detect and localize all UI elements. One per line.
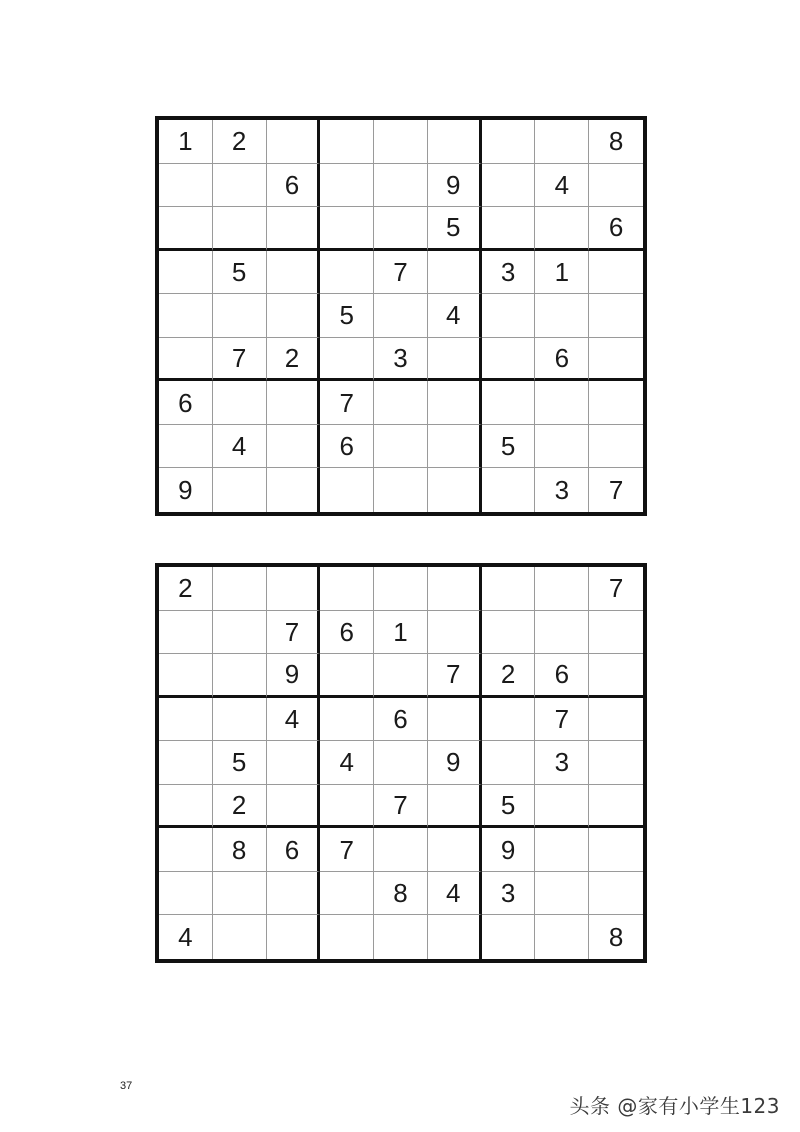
sudoku-cell[interactable]: 7	[320, 828, 374, 872]
sudoku-cell[interactable]	[589, 251, 643, 295]
sudoku-cell[interactable]	[159, 611, 213, 655]
sudoku-cell[interactable]	[589, 381, 643, 425]
sudoku-cell[interactable]	[159, 207, 213, 251]
sudoku-cell[interactable]	[589, 698, 643, 742]
sudoku-cell[interactable]	[320, 251, 374, 295]
sudoku-grid-2	[155, 563, 647, 963]
sudoku-cell[interactable]: 5	[320, 294, 374, 338]
sudoku-cell[interactable]	[213, 567, 267, 611]
sudoku-cell[interactable]	[267, 294, 321, 338]
sudoku-cell[interactable]	[428, 915, 482, 959]
sudoku-cell[interactable]	[159, 164, 213, 208]
sudoku-cell[interactable]	[482, 381, 536, 425]
sudoku-cell[interactable]: 6	[320, 425, 374, 469]
sudoku-cell[interactable]: 4	[213, 425, 267, 469]
sudoku-cell[interactable]	[159, 698, 213, 742]
sudoku-cell[interactable]: 2	[482, 654, 536, 698]
sudoku-cell[interactable]: 7	[267, 611, 321, 655]
sudoku-cell[interactable]	[213, 207, 267, 251]
sudoku-cell[interactable]: 9	[428, 741, 482, 785]
sudoku-cell[interactable]: 2	[267, 338, 321, 382]
sudoku-cell[interactable]	[428, 698, 482, 742]
sudoku-cell[interactable]	[320, 915, 374, 959]
sudoku-cell[interactable]	[589, 828, 643, 872]
sudoku-cell[interactable]	[482, 468, 536, 512]
sudoku-cell[interactable]	[535, 611, 589, 655]
sudoku-cell[interactable]: 5	[482, 425, 536, 469]
sudoku-cell[interactable]	[535, 828, 589, 872]
sudoku-cell[interactable]: 4	[267, 698, 321, 742]
sudoku-cell[interactable]	[267, 567, 321, 611]
sudoku-cell[interactable]	[482, 915, 536, 959]
sudoku-cell[interactable]	[428, 468, 482, 512]
sudoku-cell[interactable]: 7	[589, 567, 643, 611]
sudoku-cell[interactable]	[267, 251, 321, 295]
sudoku-cell[interactable]	[213, 381, 267, 425]
sudoku-cell[interactable]	[482, 611, 536, 655]
sudoku-cell[interactable]	[589, 785, 643, 829]
sudoku-grid-1	[155, 116, 647, 516]
sudoku-cell[interactable]	[535, 567, 589, 611]
sudoku-cell[interactable]	[428, 338, 482, 382]
sudoku-cell[interactable]	[159, 251, 213, 295]
sudoku-cell[interactable]	[267, 785, 321, 829]
sudoku-cell[interactable]	[320, 120, 374, 164]
sudoku-cell[interactable]: 4	[428, 872, 482, 916]
sudoku-cell[interactable]: 5	[428, 207, 482, 251]
sudoku-cell[interactable]	[213, 164, 267, 208]
sudoku-cell[interactable]	[267, 468, 321, 512]
sudoku-cell[interactable]: 6	[159, 381, 213, 425]
sudoku-cell[interactable]	[428, 381, 482, 425]
sudoku-cell[interactable]: 8	[374, 872, 428, 916]
sudoku-cell[interactable]: 7	[428, 654, 482, 698]
sudoku-cell[interactable]	[589, 425, 643, 469]
sudoku-cell[interactable]: 7	[608, 475, 624, 506]
sudoku-cell[interactable]	[159, 872, 213, 916]
sudoku-cell[interactable]	[482, 207, 536, 251]
sudoku-cell[interactable]: 8	[213, 828, 267, 872]
sudoku-cell[interactable]	[535, 294, 589, 338]
sudoku-cell[interactable]	[374, 915, 428, 959]
sudoku-cell[interactable]: 2	[213, 785, 267, 829]
sudoku-cell[interactable]	[374, 207, 428, 251]
sudoku-cell[interactable]: 7	[213, 338, 267, 382]
sudoku-cell[interactable]: 5	[213, 251, 267, 295]
sudoku-cell[interactable]: 9	[267, 654, 321, 698]
sudoku-cell[interactable]	[159, 294, 213, 338]
sudoku-cell[interactable]: 3	[535, 468, 589, 512]
sudoku-cell[interactable]	[535, 785, 589, 829]
sudoku-cell[interactable]	[589, 872, 643, 916]
sudoku-cell[interactable]: 7	[374, 251, 428, 295]
sudoku-cell[interactable]	[482, 164, 536, 208]
watermark: 头条 @家有小学生123	[569, 1094, 780, 1118]
sudoku-cell[interactable]	[535, 120, 589, 164]
sudoku-cell[interactable]	[159, 425, 213, 469]
sudoku-cell[interactable]	[374, 468, 428, 512]
sudoku-cell[interactable]	[320, 785, 374, 829]
sudoku-cell[interactable]	[535, 915, 589, 959]
sudoku-cell[interactable]: 4	[320, 741, 374, 785]
sudoku-cell[interactable]	[213, 654, 267, 698]
sudoku-cell[interactable]: 2	[159, 567, 213, 611]
sudoku-cell[interactable]	[267, 381, 321, 425]
sudoku-cell[interactable]	[428, 120, 482, 164]
sudoku-cell[interactable]: 4	[535, 164, 589, 208]
sudoku-cell[interactable]: 3	[482, 251, 536, 295]
sudoku-cell[interactable]	[213, 915, 267, 959]
sudoku-cell[interactable]	[320, 872, 374, 916]
sudoku-cell[interactable]	[267, 120, 321, 164]
sudoku-cell[interactable]	[374, 120, 428, 164]
sudoku-cell[interactable]: 8	[589, 120, 643, 164]
sudoku-cell[interactable]: 2	[213, 120, 267, 164]
sudoku-cell[interactable]	[267, 915, 321, 959]
sudoku-cell[interactable]: 4	[159, 915, 213, 959]
sudoku-cell[interactable]	[535, 425, 589, 469]
sudoku-cell[interactable]	[213, 468, 267, 512]
sudoku-cell[interactable]	[535, 207, 589, 251]
sudoku-cell[interactable]	[374, 164, 428, 208]
sudoku-cell[interactable]	[213, 294, 267, 338]
sudoku-cell[interactable]: 4	[428, 294, 482, 338]
sudoku-cell[interactable]: 9	[428, 164, 482, 208]
sudoku-cell[interactable]	[482, 567, 536, 611]
sudoku-cell[interactable]: 5	[482, 785, 536, 829]
sudoku-cell[interactable]: 6	[374, 698, 428, 742]
sudoku-cell[interactable]: 3	[374, 338, 428, 382]
sudoku-cell[interactable]	[589, 294, 643, 338]
sudoku-cell[interactable]	[213, 872, 267, 916]
sudoku-cell[interactable]	[320, 468, 374, 512]
sudoku-cell[interactable]: 1	[535, 251, 589, 295]
page-number: 37	[120, 1080, 133, 1092]
sudoku-cell[interactable]	[589, 654, 643, 698]
sudoku-cell[interactable]	[213, 611, 267, 655]
sudoku-cell[interactable]	[535, 872, 589, 916]
sudoku-cell[interactable]	[374, 294, 428, 338]
sudoku-cell[interactable]	[159, 828, 213, 872]
sudoku-cell[interactable]: 1	[159, 120, 213, 164]
sudoku-cell[interactable]	[482, 698, 536, 742]
sudoku-cell[interactable]	[159, 741, 213, 785]
sudoku-cell[interactable]	[267, 872, 321, 916]
sudoku-cell[interactable]: 7	[535, 698, 589, 742]
sudoku-cell[interactable]	[267, 207, 321, 251]
sudoku-cell[interactable]	[213, 698, 267, 742]
sudoku-cell[interactable]	[320, 698, 374, 742]
sudoku-cell[interactable]	[589, 741, 643, 785]
sudoku-cell[interactable]	[374, 741, 428, 785]
sudoku-cell[interactable]	[159, 338, 213, 382]
sudoku-cell[interactable]	[267, 425, 321, 469]
sudoku-cell[interactable]	[320, 654, 374, 698]
sudoku-cell[interactable]: 9	[482, 828, 536, 872]
sudoku-cell[interactable]: 5	[213, 741, 267, 785]
sudoku-cell[interactable]	[589, 338, 643, 382]
sudoku-cell[interactable]	[320, 338, 374, 382]
sudoku-cell[interactable]	[482, 338, 536, 382]
sudoku-cell[interactable]	[267, 741, 321, 785]
sudoku-cell[interactable]	[428, 567, 482, 611]
sudoku-cell[interactable]	[482, 741, 536, 785]
sudoku-cell[interactable]	[535, 381, 589, 425]
sudoku-cell[interactable]: 7	[374, 785, 428, 829]
sudoku-cell[interactable]	[589, 611, 643, 655]
sudoku-cell[interactable]	[589, 164, 643, 208]
sudoku-cell[interactable]	[159, 785, 213, 829]
sudoku-cell[interactable]: 6	[535, 338, 589, 382]
sudoku-cell[interactable]: 6	[320, 611, 374, 655]
sudoku-cell[interactable]: 9	[159, 468, 213, 512]
sudoku-cell[interactable]: 6	[267, 828, 321, 872]
sudoku-cell[interactable]	[428, 425, 482, 469]
sudoku-cell[interactable]: 8	[608, 922, 624, 953]
sudoku-cell[interactable]: 6	[535, 654, 589, 698]
sudoku-cell[interactable]	[428, 251, 482, 295]
sudoku-cell[interactable]	[428, 828, 482, 872]
sudoku-cell[interactable]	[320, 207, 374, 251]
sudoku-cell[interactable]	[428, 785, 482, 829]
sudoku-cell[interactable]	[374, 828, 428, 872]
sudoku-cell[interactable]	[320, 567, 374, 611]
sudoku-cell[interactable]	[159, 654, 213, 698]
sudoku-cell[interactable]: 1	[374, 611, 428, 655]
sudoku-cell[interactable]: 3	[482, 872, 536, 916]
sudoku-cell[interactable]	[374, 425, 428, 469]
sudoku-cell[interactable]: 6	[267, 164, 321, 208]
sudoku-cell[interactable]	[374, 381, 428, 425]
sudoku-cell[interactable]: 6	[589, 207, 643, 251]
sudoku-cell[interactable]	[374, 654, 428, 698]
sudoku-cell[interactable]	[320, 164, 374, 208]
sudoku-cell[interactable]: 7	[320, 381, 374, 425]
sudoku-cell[interactable]	[428, 611, 482, 655]
sudoku-cell[interactable]	[374, 567, 428, 611]
sudoku-cell[interactable]: 3	[535, 741, 589, 785]
sudoku-cell[interactable]	[482, 120, 536, 164]
sudoku-cell[interactable]	[482, 294, 536, 338]
